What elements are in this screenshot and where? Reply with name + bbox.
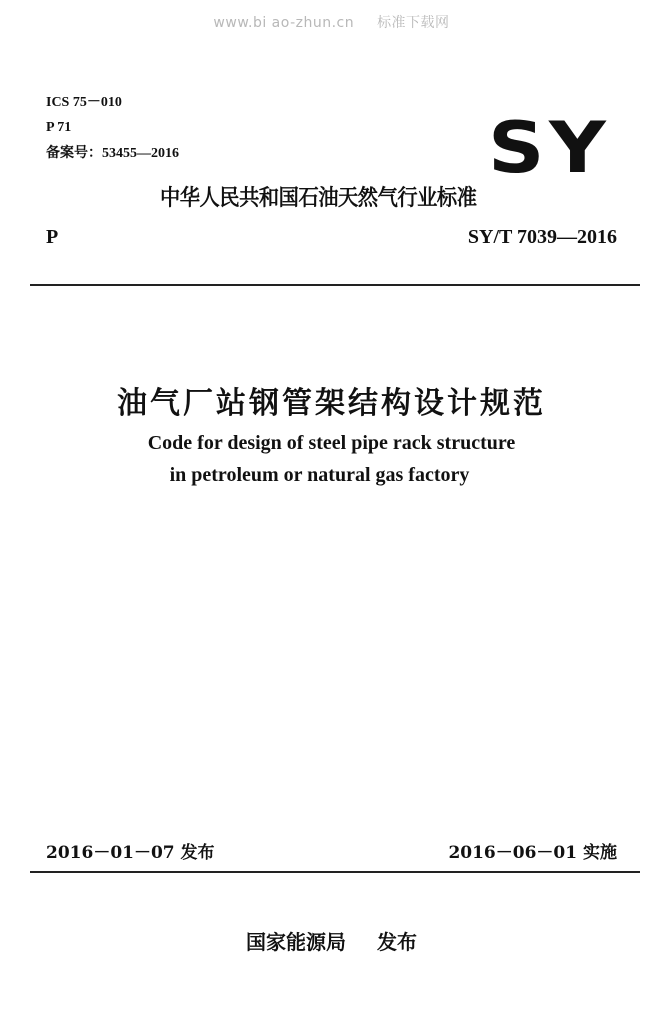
publisher-action: 发布 [376, 930, 417, 954]
watermark-url: www.bi ao-zhun.cn [213, 15, 355, 31]
title-chinese: 油气厂站钢管架结构设计规范 [117, 386, 546, 421]
title-english-line-1: Code for design of steel pipe rack structure [147, 432, 516, 454]
title-english-line-2: in petroleum or natural gas factory [169, 464, 470, 486]
watermark-site-name: 标准下载网 [377, 15, 450, 31]
ics-code: ICS 75－010 [46, 95, 122, 110]
publisher-name: 国家能源局 [246, 930, 347, 954]
publisher [0, 926, 663, 955]
standard-number: SY/T 7039—2016 [467, 226, 617, 248]
classification-code: P 71 [46, 120, 72, 135]
issuing-authority: 中华人民共和国石油天然气行业标准 [160, 186, 477, 211]
category-code: P [46, 226, 59, 248]
watermark [0, 12, 663, 32]
top-divider [30, 284, 640, 286]
issue-date: 2016－01－07 发布 [46, 843, 215, 863]
implementation-date: 2016－06－01 实施 [448, 843, 617, 863]
sy-logo: SY [488, 107, 611, 189]
record-number: 备案号：53455—2016 [46, 146, 179, 161]
bottom-divider [30, 871, 640, 873]
